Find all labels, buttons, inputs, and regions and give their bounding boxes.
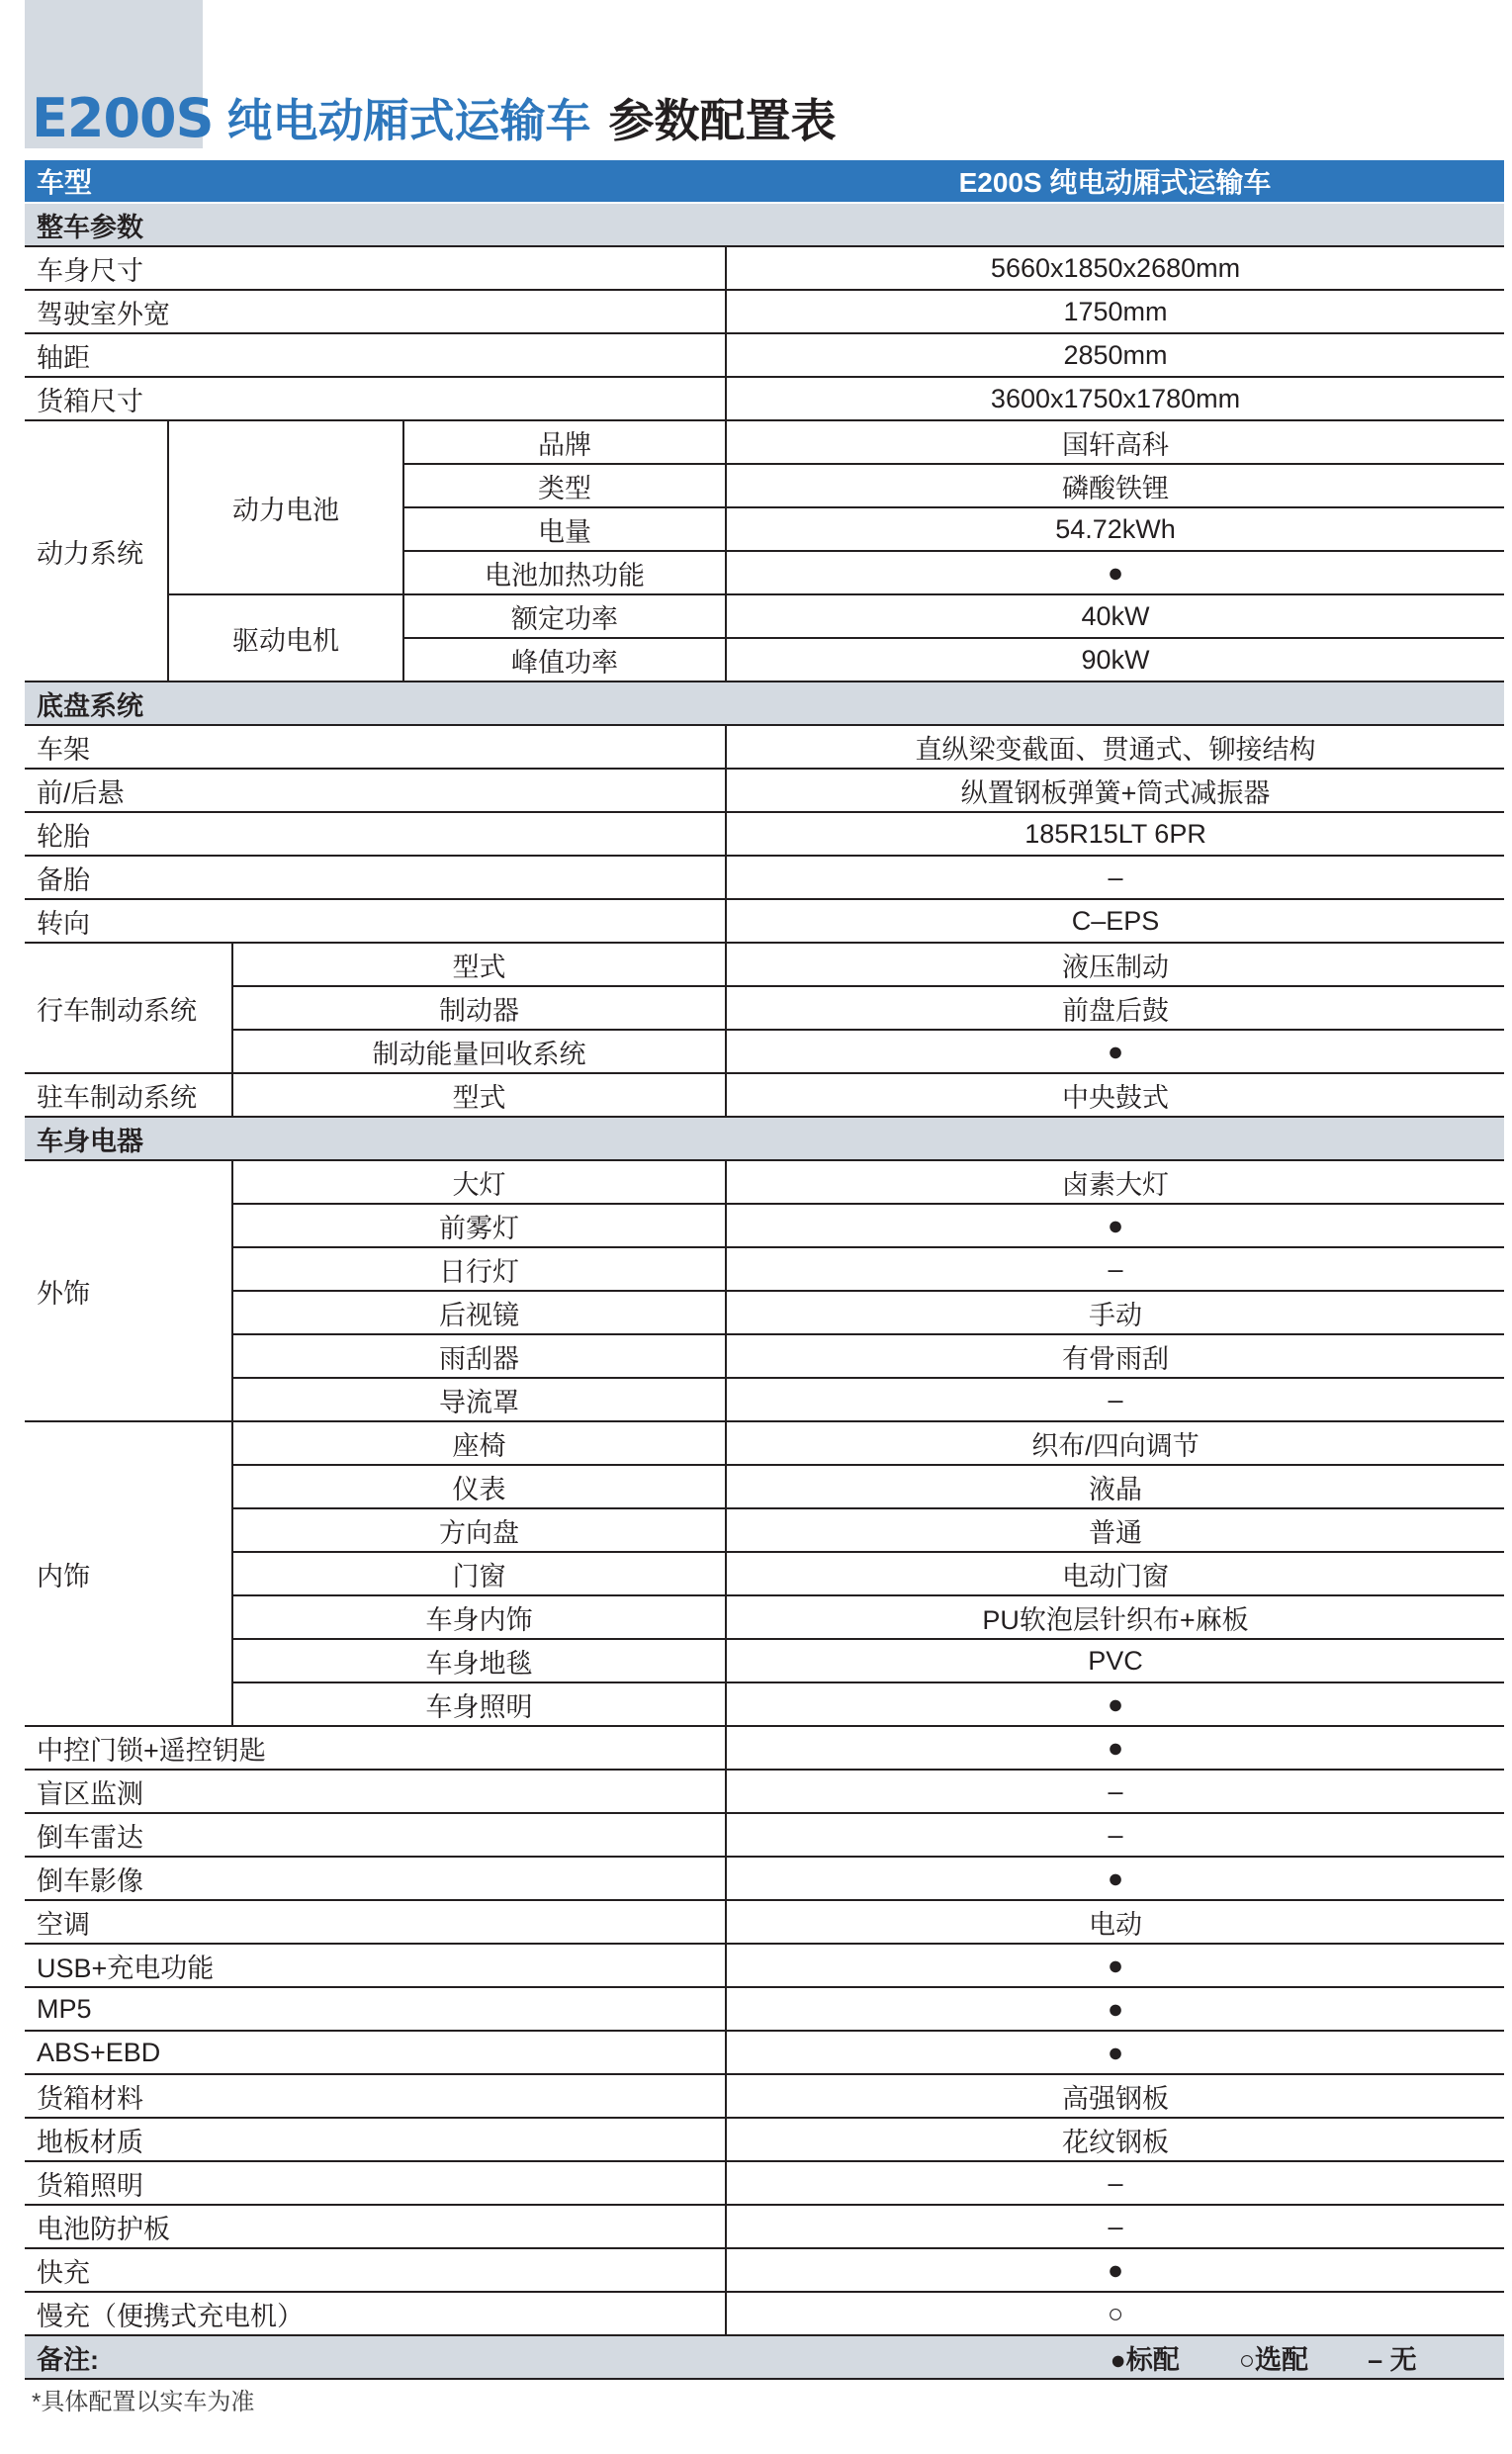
row-label: 制动能量回收系统 <box>232 1030 726 1073</box>
section-row <box>25 682 1504 725</box>
row-value: 有骨雨刮 <box>726 1334 1504 1378</box>
row-label: 峰值功率 <box>403 638 726 682</box>
legend <box>726 2335 1504 2379</box>
row-label: 货箱照明 <box>25 2161 726 2205</box>
row-label: 座椅 <box>232 1421 726 1465</box>
row-value: 花纹钢板 <box>726 2118 1504 2161</box>
subgroup-label: 驱动电机 <box>168 594 403 682</box>
row-label: 慢充（便携式充电机） <box>25 2292 726 2335</box>
table-row <box>25 1378 1504 1421</box>
table-row <box>25 1987 1504 2031</box>
group-label: 内饰 <box>25 1421 232 1726</box>
row-value: 40kW <box>726 594 1504 638</box>
row-value: 国轩高科 <box>726 420 1504 464</box>
table-row <box>25 420 1504 464</box>
table-row <box>25 1160 1504 1204</box>
row-value: 卤素大灯 <box>726 1160 1504 1204</box>
row-label: 转向 <box>25 899 726 943</box>
row-value: 液晶 <box>726 1465 1504 1508</box>
row-label: 品牌 <box>403 420 726 464</box>
row-value: C–EPS <box>726 899 1504 943</box>
table-row <box>25 1682 1504 1726</box>
row-label: 货箱尺寸 <box>25 377 726 420</box>
row-label: 快充 <box>25 2248 726 2292</box>
row-value: 185R15LT 6PR <box>726 812 1504 856</box>
table-row <box>25 1465 1504 1508</box>
table-row <box>25 594 1504 638</box>
table-row <box>25 1508 1504 1552</box>
row-value: – <box>726 2161 1504 2205</box>
section-row <box>25 203 1504 246</box>
title-model: E200S <box>32 86 214 149</box>
row-label: 导流罩 <box>232 1378 726 1421</box>
row-value: 3600x1750x1780mm <box>726 377 1504 420</box>
row-value: – <box>726 1247 1504 1291</box>
row-label: 类型 <box>403 464 726 507</box>
table-row <box>25 246 1504 290</box>
section-title: 整车参数 <box>25 203 1504 246</box>
row-label: 中控门锁+遥控钥匙 <box>25 1726 726 1770</box>
row-value: – <box>726 1378 1504 1421</box>
row-label: 雨刮器 <box>232 1334 726 1378</box>
row-label: 车身照明 <box>232 1682 726 1726</box>
table-row <box>25 2118 1504 2161</box>
table-row <box>25 725 1504 769</box>
note-label: 备注: <box>25 2335 726 2379</box>
row-value: – <box>726 1813 1504 1857</box>
row-value: 织布/四向调节 <box>726 1421 1504 1465</box>
row-label: 轴距 <box>25 333 726 377</box>
row-value: ● <box>726 2031 1504 2074</box>
table-row <box>25 1595 1504 1639</box>
row-label: 盲区监测 <box>25 1770 726 1813</box>
row-value: 电动 <box>726 1900 1504 1944</box>
row-value: 中央鼓式 <box>726 1073 1504 1117</box>
row-label: 型式 <box>232 1073 726 1117</box>
legend-row <box>25 2335 1504 2379</box>
row-label: 轮胎 <box>25 812 726 856</box>
row-value: ○ <box>726 2292 1504 2335</box>
row-value: 2850mm <box>726 333 1504 377</box>
header-value: E200S 纯电动厢式运输车 <box>726 160 1504 203</box>
row-value: – <box>726 1770 1504 1813</box>
section-title: 底盘系统 <box>25 682 1504 725</box>
table-row <box>25 333 1504 377</box>
row-value: 手动 <box>726 1291 1504 1334</box>
table-row <box>25 1247 1504 1291</box>
row-value: ● <box>726 1204 1504 1247</box>
row-value: ● <box>726 1987 1504 2031</box>
row-label: 电池加热功能 <box>403 551 726 594</box>
section-title: 车身电器 <box>25 1117 1504 1160</box>
row-value: 纵置钢板弹簧+筒式减振器 <box>726 769 1504 812</box>
row-value: PVC <box>726 1639 1504 1682</box>
row-value: 液压制动 <box>726 943 1504 986</box>
table-row <box>25 290 1504 333</box>
row-label: 车架 <box>25 725 726 769</box>
row-value: PU软泡层针织布+麻板 <box>726 1595 1504 1639</box>
title-name: 纯电动厢式运输车 <box>226 94 591 147</box>
table-row <box>25 1857 1504 1900</box>
table-row <box>25 1813 1504 1857</box>
row-label: 倒车影像 <box>25 1857 726 1900</box>
row-value: 54.72kWh <box>726 507 1504 551</box>
row-value: ● <box>726 551 1504 594</box>
row-value: ● <box>726 1030 1504 1073</box>
row-value: – <box>726 856 1504 899</box>
table-row <box>25 1770 1504 1813</box>
table-row <box>25 856 1504 899</box>
group-label: 驻车制动系统 <box>25 1073 232 1117</box>
title-suffix: 参数配置表 <box>608 94 837 147</box>
row-label: 驾驶室外宽 <box>25 290 726 333</box>
row-label: 日行灯 <box>232 1247 726 1291</box>
row-label: 型式 <box>232 943 726 986</box>
table-row <box>25 1900 1504 1944</box>
table-row <box>25 2161 1504 2205</box>
row-label: 前/后悬 <box>25 769 726 812</box>
group-label: 行车制动系统 <box>25 943 232 1073</box>
row-label: 大灯 <box>232 1160 726 1204</box>
table-row <box>25 1944 1504 1987</box>
table-row <box>25 1291 1504 1334</box>
row-label: 空调 <box>25 1900 726 1944</box>
row-value: 90kW <box>726 638 1504 682</box>
spec-table <box>25 160 1504 2380</box>
row-label: 电池防护板 <box>25 2205 726 2248</box>
table-row <box>25 1030 1504 1073</box>
row-label: 制动器 <box>232 986 726 1030</box>
row-value: 5660x1850x2680mm <box>726 246 1504 290</box>
table-row <box>25 2074 1504 2118</box>
row-label: 后视镜 <box>232 1291 726 1334</box>
row-value: ● <box>726 1726 1504 1770</box>
row-label: 方向盘 <box>232 1508 726 1552</box>
row-label: 车身内饰 <box>232 1595 726 1639</box>
table-row <box>25 1639 1504 1682</box>
table-row <box>25 1552 1504 1595</box>
section-row <box>25 1117 1504 1160</box>
row-value: ● <box>726 1682 1504 1726</box>
table-row <box>25 943 1504 986</box>
legend-none: – 无 <box>1368 2344 1417 2375</box>
row-label: MP5 <box>25 1987 726 2031</box>
row-label: 地板材质 <box>25 2118 726 2161</box>
table-row <box>25 1726 1504 1770</box>
row-value: 前盘后鼓 <box>726 986 1504 1030</box>
subgroup-label: 动力电池 <box>168 420 403 594</box>
table-row <box>25 2031 1504 2074</box>
row-value: 高强钢板 <box>726 2074 1504 2118</box>
row-label: 倒车雷达 <box>25 1813 726 1857</box>
row-value: 磷酸铁锂 <box>726 464 1504 507</box>
row-value: 普通 <box>726 1508 1504 1552</box>
row-value: ● <box>726 2248 1504 2292</box>
row-label: USB+充电功能 <box>25 1944 726 1987</box>
table-row <box>25 377 1504 420</box>
row-label: 门窗 <box>232 1552 726 1595</box>
footnote: *具体配置以实车为准 <box>32 2389 255 2415</box>
table-row <box>25 812 1504 856</box>
header-label: 车型 <box>25 160 726 203</box>
table-row <box>25 2248 1504 2292</box>
row-value: 1750mm <box>726 290 1504 333</box>
table-row <box>25 1073 1504 1117</box>
row-label: 前雾灯 <box>232 1204 726 1247</box>
row-label: 车身地毯 <box>232 1639 726 1682</box>
page-title <box>32 83 837 152</box>
row-label: 仪表 <box>232 1465 726 1508</box>
row-label: 电量 <box>403 507 726 551</box>
row-label: 额定功率 <box>403 594 726 638</box>
row-label: 备胎 <box>25 856 726 899</box>
table-row <box>25 899 1504 943</box>
table-row <box>25 1334 1504 1378</box>
table-row <box>25 986 1504 1030</box>
group-label: 外饰 <box>25 1160 232 1421</box>
row-value: ● <box>726 1857 1504 1900</box>
legend-standard: ●标配 <box>1110 2344 1180 2375</box>
row-value: ● <box>726 1944 1504 1987</box>
row-label: ABS+EBD <box>25 2031 726 2074</box>
table-row <box>25 2205 1504 2248</box>
table-row <box>25 1421 1504 1465</box>
table-row <box>25 2292 1504 2335</box>
row-value: 电动门窗 <box>726 1552 1504 1595</box>
row-label: 货箱材料 <box>25 2074 726 2118</box>
row-value: – <box>726 2205 1504 2248</box>
group-label: 动力系统 <box>25 420 168 682</box>
row-label: 车身尺寸 <box>25 246 726 290</box>
table-row <box>25 1204 1504 1247</box>
table-row <box>25 769 1504 812</box>
legend-optional: ○选配 <box>1238 2344 1309 2375</box>
table-header-row <box>25 160 1504 203</box>
row-value: 直纵梁变截面、贯通式、铆接结构 <box>726 725 1504 769</box>
